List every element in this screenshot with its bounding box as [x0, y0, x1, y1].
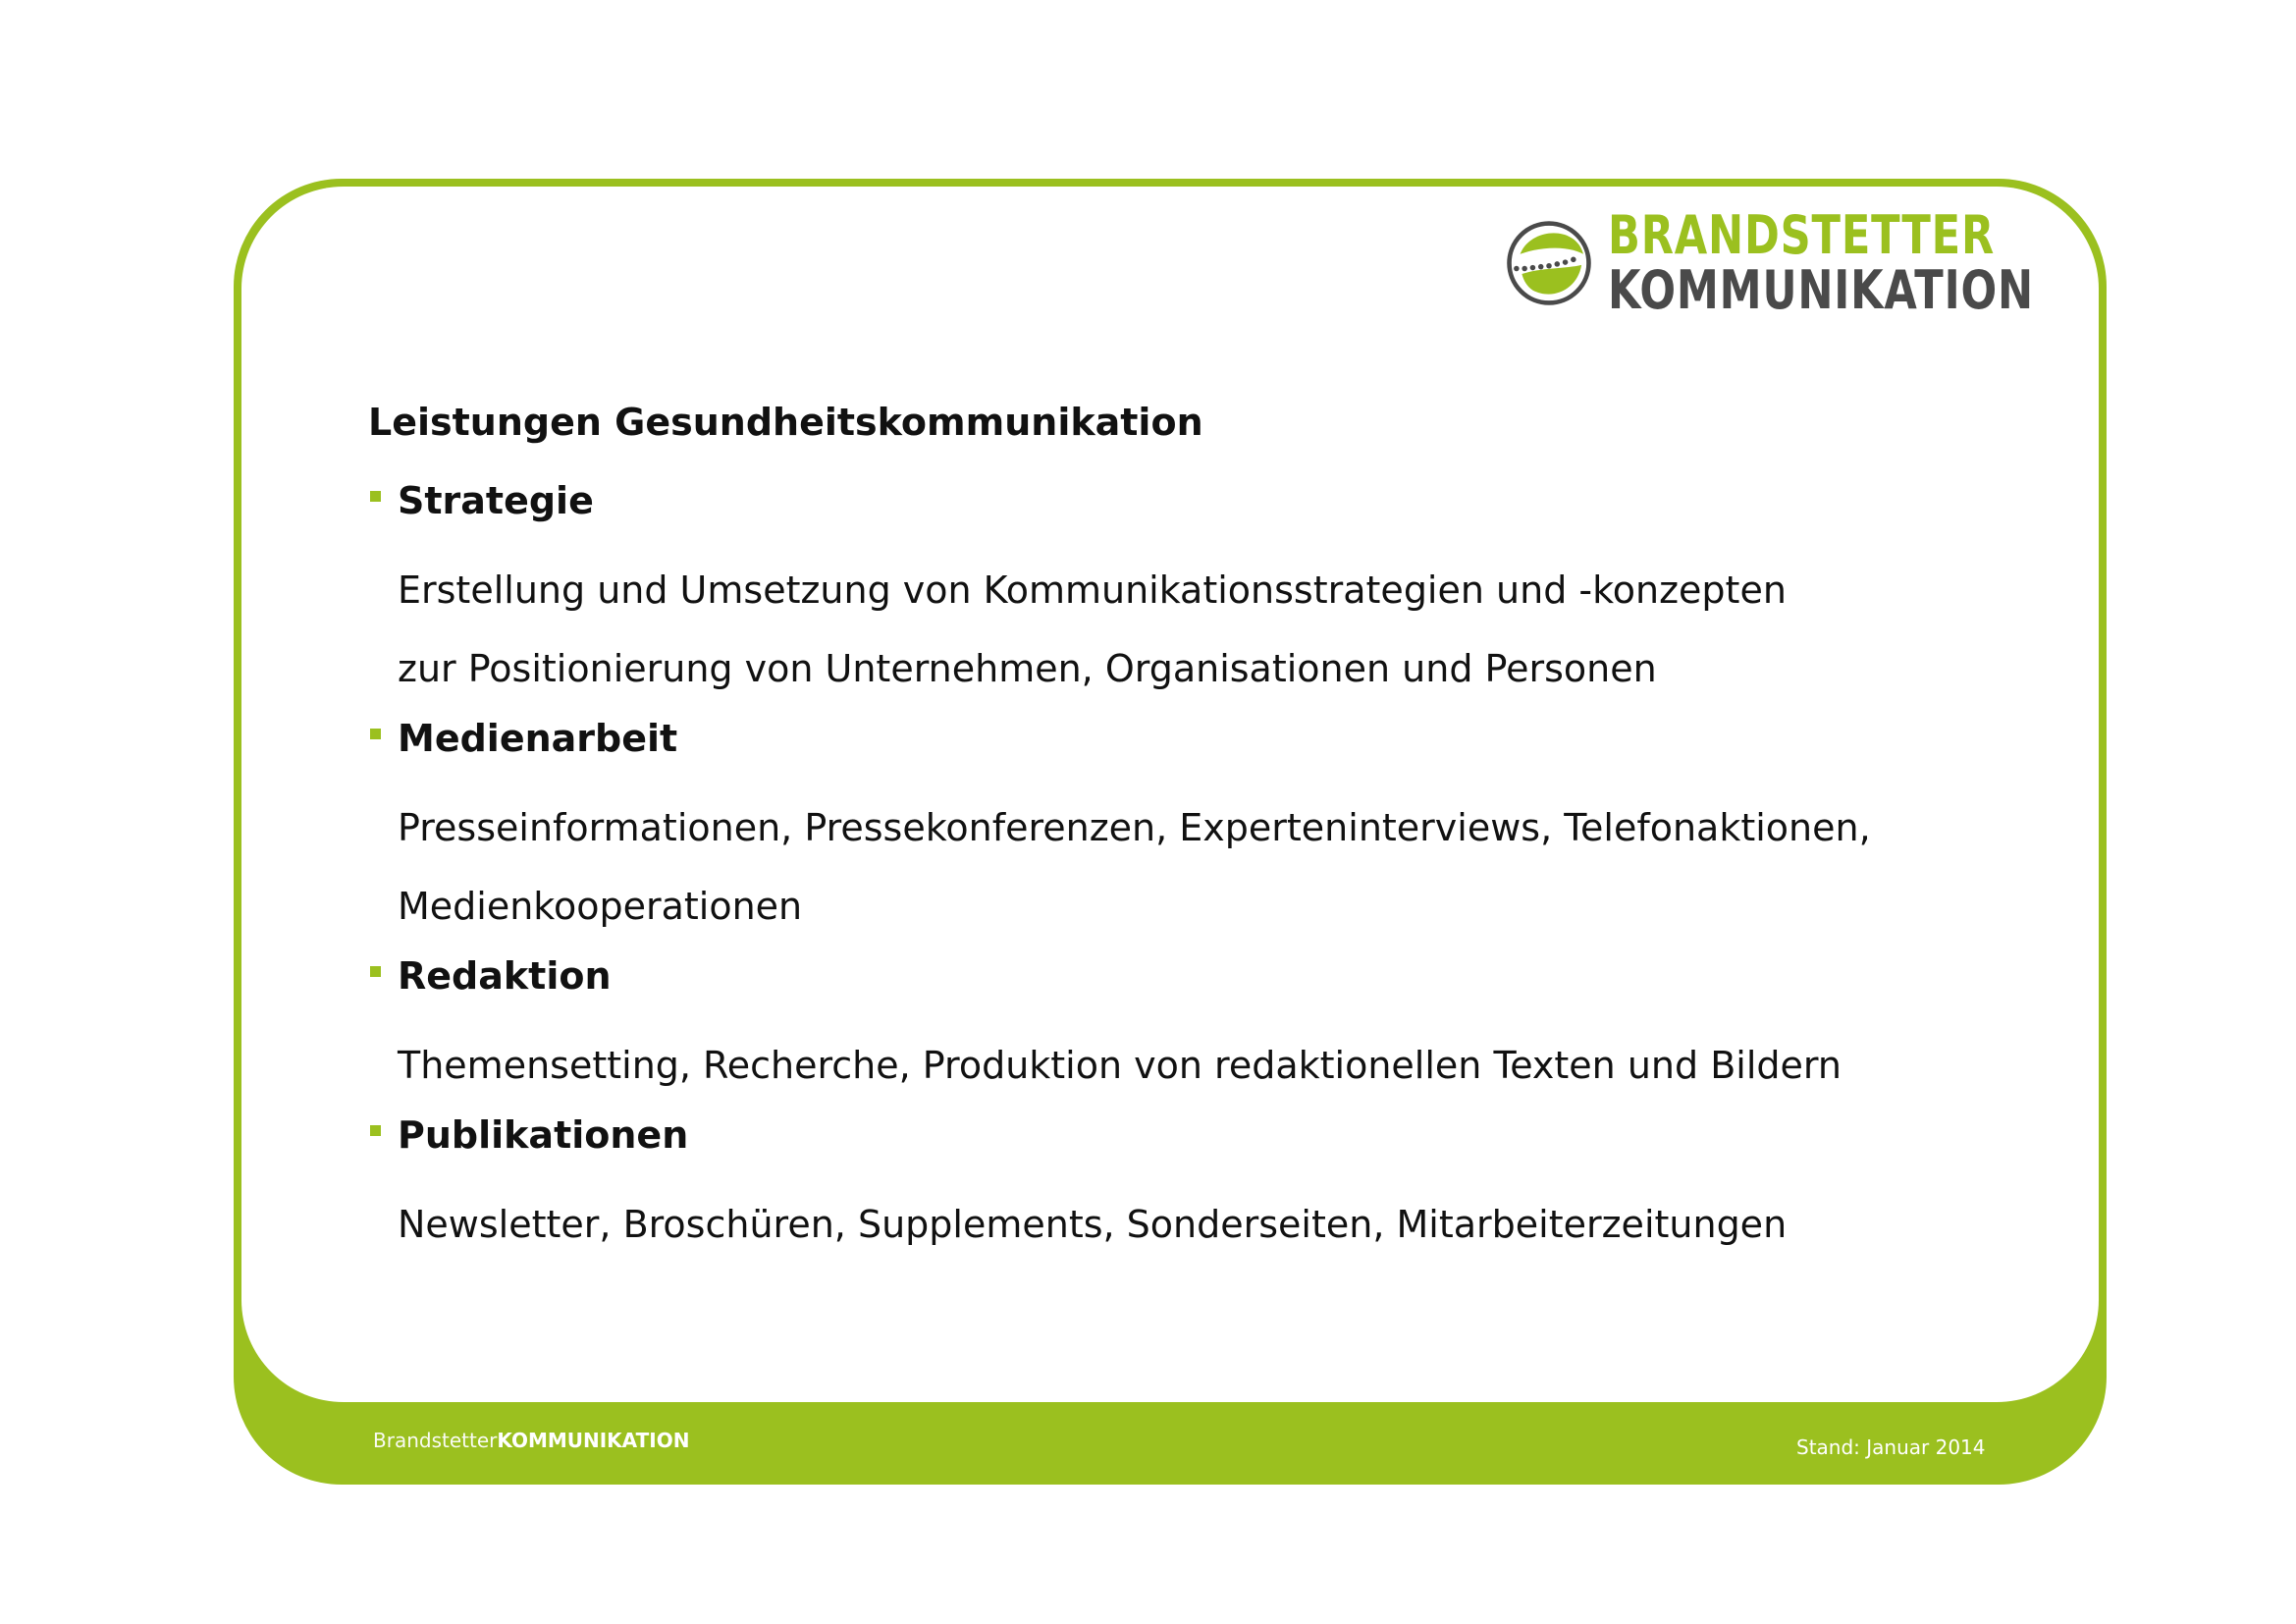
section-title: [368, 1106, 2037, 1164]
description-line: Newsletter, Broschüren, Supplements, Sonderseiten, Mitarbeiterzeitungen: [398, 1203, 1788, 1246]
square-bullet-icon: [370, 1125, 381, 1136]
section-title: [368, 471, 2037, 530]
section-title-text: Redaktion: [398, 954, 612, 998]
section-description: [368, 1185, 2037, 1264]
section-title-text: Medienarbeit: [398, 717, 678, 760]
globe-swoosh-logo-icon: [1504, 218, 1594, 308]
square-bullet-icon: [370, 729, 381, 739]
section-title-text: Strategie: [398, 479, 594, 522]
description-line: Erstellung und Umsetzung von Kommunikationsstrategien und -konzepten: [398, 568, 1787, 612]
section-publikationen: [368, 1106, 2037, 1264]
footer-brand-bold: KOMMUNIKATION: [497, 1429, 690, 1452]
section-title-text: Publikationen: [398, 1113, 689, 1157]
description-line: zur Positionierung von Unternehmen, Organisationen und Personen: [398, 647, 1657, 690]
section-description: [368, 788, 2037, 946]
section-description: [368, 551, 2037, 708]
logo-line-kommunikation: KOMMUNIKATION: [1608, 259, 2034, 321]
description-line: Medienkooperationen: [398, 885, 803, 928]
square-bullet-icon: [370, 966, 381, 977]
section-title: [368, 709, 2037, 768]
section-title: [368, 947, 2037, 1005]
brand-logo: [1504, 204, 2140, 321]
footer-date: Stand: Januar 2014: [1796, 1435, 1986, 1459]
footer-brand: [373, 1429, 689, 1452]
description-line: Presseinformationen, Pressekonferenzen, Experteninterviews, Telefonaktionen,: [398, 806, 1871, 849]
logo-line-brand: BRANDSTETTER: [1608, 204, 1996, 266]
services-content: [368, 393, 2037, 1265]
section-redaktion: [368, 947, 2037, 1105]
logo-wordmark: [1608, 204, 2034, 321]
section-description: [368, 1026, 2037, 1105]
footer-brand-light: Brandstetter: [373, 1429, 498, 1452]
description-line: Themensetting, Recherche, Produktion von redaktionellen Texten und Bildern: [398, 1044, 1842, 1087]
square-bullet-icon: [370, 491, 381, 502]
section-strategie: [368, 471, 2037, 708]
page-title: Leistungen Gesundheitskommunikation: [368, 401, 1203, 444]
section-medienarbeit: [368, 709, 2037, 946]
